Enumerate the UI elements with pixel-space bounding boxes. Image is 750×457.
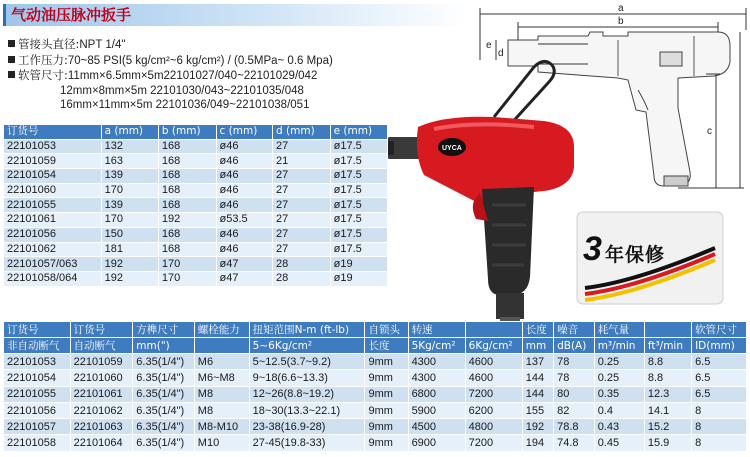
table-cell: 170 — [101, 183, 158, 198]
dim-label-d: d — [498, 48, 504, 59]
bullet-icon — [8, 40, 15, 47]
table-cell: 6200 — [465, 402, 522, 418]
table-cell: ø17.5 — [330, 227, 387, 242]
table-cell: 6800 — [408, 386, 465, 402]
table-cell: 150 — [101, 227, 158, 242]
column-header: 订货号 — [4, 322, 71, 338]
table-cell: 8 — [692, 402, 747, 418]
table-cell: 22101054 — [4, 169, 102, 184]
table-cell: 22101058 — [4, 435, 71, 451]
table-cell: 12~26(8.8~19.2) — [249, 386, 365, 402]
table-cell: 4600 — [465, 354, 522, 370]
table-cell: 78.8 — [554, 419, 595, 435]
table-cell: 132 — [101, 139, 158, 154]
dim-label-b: b — [618, 16, 624, 27]
table-cell: 7200 — [465, 435, 522, 451]
table-cell: 22101057 — [4, 419, 71, 435]
table-cell: 22101063 — [70, 419, 133, 435]
table-cell: 28 — [273, 271, 331, 286]
dim-label-e: e — [486, 40, 492, 51]
table-cell: 0.35 — [594, 386, 644, 402]
table-cell: 0.43 — [594, 419, 644, 435]
table-cell: 27 — [273, 198, 331, 213]
column-header — [465, 322, 522, 338]
table-row — [4, 169, 388, 184]
table-cell: ø47 — [216, 257, 272, 272]
table-cell: 22101055 — [4, 386, 71, 402]
table-cell: ø46 — [216, 139, 272, 154]
table-cell: 27-45(19.8-33) — [249, 435, 365, 451]
column-subheader — [194, 338, 249, 354]
warranty-text: 年保修 — [605, 244, 666, 266]
table-cell: 22101053 — [4, 139, 102, 154]
table-row — [4, 198, 388, 213]
column-header: 长度 — [522, 322, 553, 338]
table-cell: 27 — [273, 242, 331, 257]
table-cell: 21 — [273, 154, 331, 169]
column-subheader: 非自动断气 — [4, 338, 71, 354]
spec-list — [8, 37, 408, 113]
table-cell: 9mm — [365, 370, 408, 386]
tool-photo — [384, 55, 579, 325]
table-row — [4, 419, 747, 435]
table-cell: 23-38(16.9-28) — [249, 419, 365, 435]
table-cell: 4300 — [408, 370, 465, 386]
table-cell: ø47 — [216, 271, 272, 286]
column-subheader: mm(") — [133, 338, 195, 354]
table-cell: 22101054 — [4, 370, 71, 386]
performance-table — [3, 321, 747, 452]
table-row — [4, 183, 388, 198]
table-cell: M8-M10 — [194, 419, 249, 435]
table-cell: ø17.5 — [330, 213, 387, 228]
column-subheader: 自动断气 — [70, 338, 133, 354]
dimensions-table — [3, 124, 388, 287]
table-row — [4, 271, 388, 286]
table-cell: 22101053 — [4, 354, 71, 370]
table-cell: ø17.5 — [330, 169, 387, 184]
col-c: c (mm) — [216, 125, 272, 140]
table-cell: ø17.5 — [330, 198, 387, 213]
table-cell: 22101056 — [4, 402, 71, 418]
table-cell: 8.8 — [644, 370, 691, 386]
spec-hose-line2: 12mm×8mm×5m 22101030/043~22101035/048 — [60, 84, 304, 97]
table-cell: 4600 — [465, 370, 522, 386]
table-cell: 155 — [522, 402, 553, 418]
spec-hose: 软管尺寸:11mm×6.5mm×5m22101027/040~22101029/042 — [8, 68, 408, 84]
table-cell: ø46 — [216, 198, 272, 213]
page-title: 气动油压脉冲扳手 — [3, 4, 468, 26]
table-cell: 170 — [158, 257, 216, 272]
column-header: 自锁头 — [365, 322, 408, 338]
table-cell: 8 — [692, 419, 747, 435]
table-cell: 137 — [522, 354, 553, 370]
table-cell: 15.9 — [644, 435, 691, 451]
table-cell: 194 — [522, 435, 553, 451]
table-row — [4, 242, 388, 257]
table-cell: 6900 — [408, 435, 465, 451]
table-cell: M8 — [194, 402, 249, 418]
warranty-number: 3 — [583, 230, 602, 268]
column-subheader: 长度 — [365, 338, 408, 354]
table-cell: 8 — [692, 435, 747, 451]
column-subheader: mm — [522, 338, 553, 354]
column-subheader: m³/min — [594, 338, 644, 354]
table-cell: 82 — [554, 402, 595, 418]
table-cell: ø19 — [330, 271, 387, 286]
table-cell: ø17.5 — [330, 183, 387, 198]
table-cell: 168 — [158, 169, 216, 184]
table-cell: 9mm — [365, 419, 408, 435]
table-cell: ø19 — [330, 257, 387, 272]
table-cell: 74.8 — [554, 435, 595, 451]
table-cell: 168 — [158, 242, 216, 257]
brand-logo: UYCA — [442, 145, 462, 152]
table-cell: 78 — [554, 354, 595, 370]
table-cell: 192 — [522, 419, 553, 435]
table-row — [4, 213, 388, 228]
table-cell: M10 — [194, 435, 249, 451]
col-e: e (mm) — [330, 125, 387, 140]
bullet-icon — [8, 71, 15, 78]
table-cell: 27 — [273, 213, 331, 228]
column-header: 软管尺寸 — [692, 322, 747, 338]
table-cell: 8.8 — [644, 354, 691, 370]
table-cell: 192 — [158, 213, 216, 228]
column-header: 耗气量 — [594, 322, 644, 338]
table-cell: 78 — [554, 370, 595, 386]
table-cell: 144 — [522, 386, 553, 402]
spec-pressure: 工作压力:70~85 PSI(5 kg/cm²~6 kg/cm²) / (0.5MPa~ 0.6 Mpa) — [8, 53, 408, 69]
table-cell: 6.35(1/4") — [133, 354, 195, 370]
table-cell: 139 — [101, 169, 158, 184]
table-cell: M6~M8 — [194, 370, 249, 386]
table-cell: 9mm — [365, 386, 408, 402]
column-subheader: 5~6Kg/cm² — [249, 338, 365, 354]
table-cell: 6.35(1/4") — [133, 386, 195, 402]
table-cell: 170 — [158, 271, 216, 286]
table-cell: 6.35(1/4") — [133, 370, 195, 386]
table-cell: 22101058/064 — [4, 271, 102, 286]
table-cell: 9mm — [365, 435, 408, 451]
table-cell: 80 — [554, 386, 595, 402]
table-cell: 27 — [273, 227, 331, 242]
table-row — [4, 227, 388, 242]
table-row — [4, 402, 747, 418]
table-cell: 7200 — [465, 386, 522, 402]
table-cell: 27 — [273, 139, 331, 154]
table-cell: ø46 — [216, 242, 272, 257]
table-cell: 0.25 — [594, 370, 644, 386]
table-cell: 22101056 — [4, 227, 102, 242]
table-cell: 9mm — [365, 354, 408, 370]
table-cell: M6 — [194, 354, 249, 370]
table-row — [4, 386, 747, 402]
table-row — [4, 435, 747, 451]
table-cell: ø46 — [216, 183, 272, 198]
table-cell: 4800 — [465, 419, 522, 435]
table-cell: ø17.5 — [330, 154, 387, 169]
table-cell: 0.45 — [594, 435, 644, 451]
dim-label-c: c — [707, 126, 712, 137]
table-cell: 22101059 — [70, 354, 133, 370]
table-cell: 181 — [101, 242, 158, 257]
table-cell: 6.5 — [692, 370, 747, 386]
table-cell: 22101057/063 — [4, 257, 102, 272]
table-cell: 22101060 — [70, 370, 133, 386]
table-cell: 9mm — [365, 402, 408, 418]
table-cell: 22101060 — [4, 183, 102, 198]
table-cell: 168 — [158, 183, 216, 198]
table-cell: ø46 — [216, 154, 272, 169]
column-subheader: ID(mm) — [692, 338, 747, 354]
table-cell: 18~30(13.3~22.1) — [249, 402, 365, 418]
table-cell: 22101055 — [4, 198, 102, 213]
table-cell: 4500 — [408, 419, 465, 435]
table-cell: 6.5 — [692, 386, 747, 402]
column-header: 订货号 — [70, 322, 133, 338]
table-cell: 27 — [273, 183, 331, 198]
column-header: 螺栓能力 — [194, 322, 249, 338]
column-header: 噪音 — [554, 322, 595, 338]
table-cell: 5900 — [408, 402, 465, 418]
table-cell: 0.4 — [594, 402, 644, 418]
table-cell: 192 — [101, 271, 158, 286]
table-cell: 22101062 — [70, 402, 133, 418]
table-row — [4, 154, 388, 169]
table-cell: 0.25 — [594, 354, 644, 370]
table-cell: 168 — [158, 154, 216, 169]
table-cell: 28 — [273, 257, 331, 272]
table-cell: 27 — [273, 169, 331, 184]
column-header — [644, 322, 691, 338]
table-cell: 6.5 — [692, 354, 747, 370]
table-row — [4, 257, 388, 272]
table-cell: 4300 — [408, 354, 465, 370]
table-cell: 168 — [158, 139, 216, 154]
table-cell: 14.1 — [644, 402, 691, 418]
table-cell: ø53.5 — [216, 213, 272, 228]
table-header-row — [4, 338, 747, 354]
column-subheader: 5Kg/cm² — [408, 338, 465, 354]
table-cell: 22101059 — [4, 154, 102, 169]
table-row — [4, 370, 747, 386]
table-cell: ø46 — [216, 169, 272, 184]
table-cell: 163 — [101, 154, 158, 169]
spec-hose-line3: 16mm×11mm×5m 22101036/049~22101038/051 — [60, 99, 310, 112]
column-header: 方榫尺寸 — [133, 322, 195, 338]
table-cell: 12.3 — [644, 386, 691, 402]
spec-connector: 管接头直径:NPT 1/4" — [8, 37, 408, 53]
dim-label-a: a — [618, 3, 624, 14]
table-cell: 144 — [522, 370, 553, 386]
table-cell: 6.35(1/4") — [133, 435, 195, 451]
table-cell: 192 — [101, 257, 158, 272]
table-cell: 15.2 — [644, 419, 691, 435]
table-cell: 22101061 — [4, 213, 102, 228]
table-cell: 5~12.5(3.7~9.2) — [249, 354, 365, 370]
column-header: 扭矩范围N-m (ft-lb) — [249, 322, 365, 338]
column-header: 转速 — [408, 322, 465, 338]
table-cell: M8 — [194, 386, 249, 402]
table-header-row — [4, 125, 388, 140]
column-subheader: 6Kg/cm² — [465, 338, 522, 354]
table-row — [4, 354, 747, 370]
column-subheader: dB(A) — [554, 338, 595, 354]
table-header-row — [4, 322, 747, 338]
col-order-no: 订货号 — [4, 125, 102, 140]
table-cell: 168 — [158, 227, 216, 242]
table-cell: 22101064 — [70, 435, 133, 451]
table-cell: 9~18(6.6~13.3) — [249, 370, 365, 386]
table-cell: 168 — [158, 198, 216, 213]
bullet-icon — [8, 56, 15, 63]
table-cell: ø17.5 — [330, 242, 387, 257]
table-cell: ø17.5 — [330, 139, 387, 154]
col-d: d (mm) — [273, 125, 331, 140]
table-cell: 6.35(1/4") — [133, 419, 195, 435]
column-subheader: ft³/min — [644, 338, 691, 354]
table-cell: 22101062 — [4, 242, 102, 257]
table-cell: 22101061 — [70, 386, 133, 402]
table-cell: ø46 — [216, 227, 272, 242]
table-row — [4, 139, 388, 154]
table-cell: 139 — [101, 198, 158, 213]
col-a: a (mm) — [101, 125, 158, 140]
table-cell: 170 — [101, 213, 158, 228]
col-b: b (mm) — [158, 125, 216, 140]
table-cell: 6.35(1/4") — [133, 402, 195, 418]
